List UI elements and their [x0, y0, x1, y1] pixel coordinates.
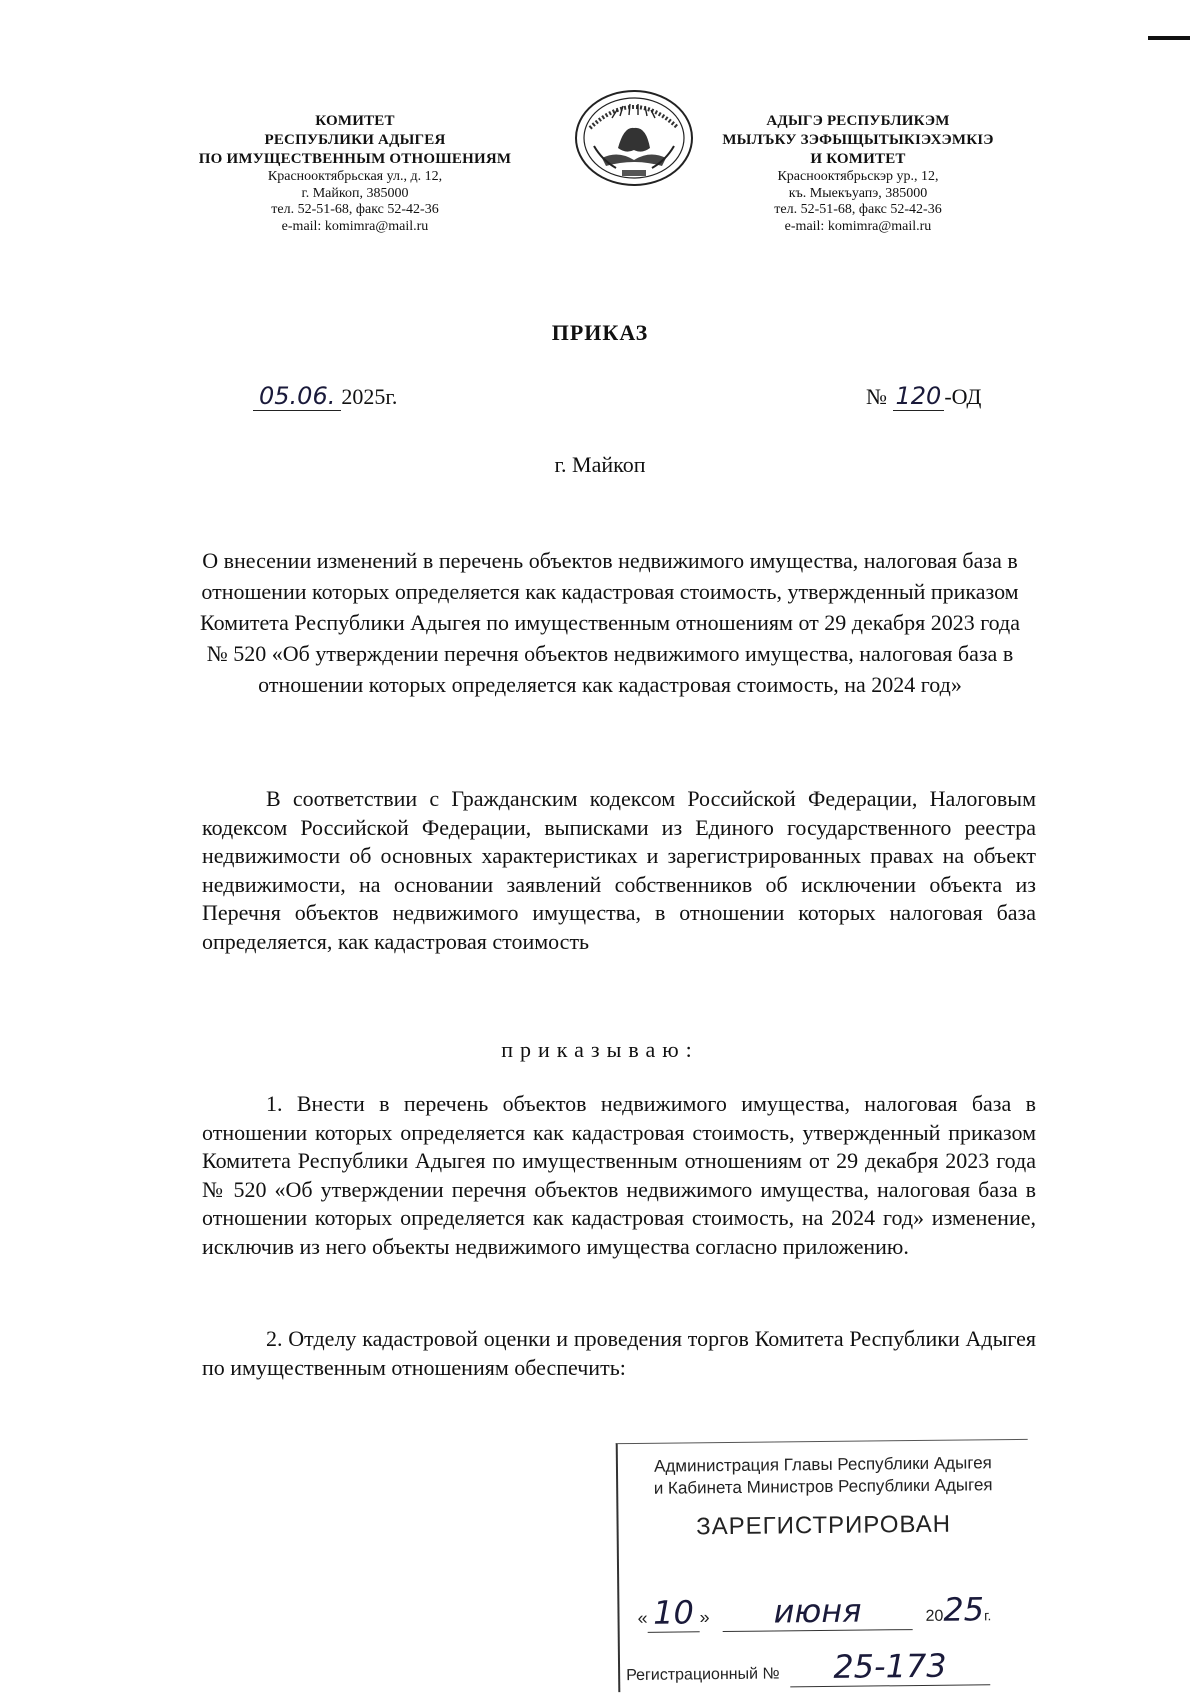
- number-suffix: -ОД: [944, 384, 982, 409]
- order-date: [253, 382, 397, 410]
- date-printed: 2025г.: [341, 384, 398, 409]
- header-left-line2: РЕСПУБЛИКИ АДЫГЕЯ: [264, 132, 446, 148]
- stamp-date: [637, 1590, 1027, 1633]
- date-handwritten: 05.06.: [253, 382, 341, 411]
- header-left-phone: тел. 52-51-68, факс 52-42-36: [271, 202, 439, 217]
- stamp-day: 10: [647, 1593, 699, 1633]
- header-right-line1: АДЫГЭ РЕСПУБЛИКЭМ: [766, 113, 950, 129]
- header-right-phone: тел. 52-51-68, факс 52-42-36: [774, 202, 942, 217]
- header-right-line3: И КОМИТЕТ: [810, 151, 906, 167]
- header-left: [185, 112, 525, 235]
- stamp-year-suffix: 25: [943, 1590, 985, 1629]
- header-left-email: e-mail: komimra@mail.ru: [281, 218, 429, 234]
- stamp-regno-value: 25-173: [790, 1646, 990, 1687]
- order-number: [866, 382, 981, 410]
- header-right: [688, 112, 1028, 235]
- stamp-org-line1: Администрация Главы Республики Адыгея: [653, 1453, 992, 1476]
- item-2-paragraph: 2. Отделу кадастровой оценки и проведения торгов Комитета Республики Адыгея по имущественным отношениям обеспечить:: [202, 1326, 1036, 1380]
- stamp-month: июня: [722, 1591, 912, 1632]
- header-right-address1: Краснооктябрьскэр ур., 12,: [777, 169, 939, 184]
- stamp-open-quote: «: [637, 1607, 648, 1628]
- number-handwritten: 120: [893, 382, 945, 411]
- stamp-org-line2: и Кабинета Министров Республики Адыгея: [653, 1475, 993, 1498]
- stamp-regno-label: Регистрационный №: [626, 1665, 780, 1685]
- stamp-organization: [618, 1452, 1028, 1500]
- order-subject: О внесении изменений в перечень объектов недвижимого имущества, налоговая база в отношении которых определяется как кадастровая стоимость, утвержденный приказом Комитета Республики Адыгея по имущественным отношениям от 29 декабря 2023 года № 520 «Об утверждении перечня объектов недвижимого имущества, налоговая база в отношении которых определяется как кадастровая стоимость, на 2024 год»: [199, 548, 1020, 697]
- header-right-line2: МЫЛЪКУ ЗЭФЫЩЫТЫКIЭХЭМКIЭ: [722, 132, 994, 148]
- header-left-line1: КОМИТЕТ: [315, 113, 395, 129]
- registration-stamp: [616, 1439, 1031, 1692]
- city: г. Майкоп: [554, 452, 646, 477]
- stamp-regno: [626, 1646, 1026, 1689]
- coat-of-arms-icon: [572, 88, 696, 188]
- preamble-paragraph: В соответствии с Гражданским кодексом Российской Федерации, Налоговым кодексом Российской Федерации, выписками из Единого государственного реестра недвижимости об основных характеристиках и зарегистрированных правах на объект недвижимости, на основании заявлений собственников об исключении объекта из Перечня объектов недвижимого имущества, в отношении которых налоговая база определяется, как кадастровая стоимость: [202, 786, 1036, 954]
- item-1-paragraph: 1. Внести в перечень объектов недвижимого имущества, налоговая база в отношении которых определяется как кадастровая стоимость, утвержденный приказом Комитета Республики Адыгея по имущественным отношениям от 29 декабря 2023 года № 520 «Об утверждении перечня объектов недвижимого имущества, налоговая база в отношении которых определяется как кадастровая стоимость, на 2024 год» изменение, исключив из него объекты недвижимого имущества согласно приложению.: [202, 1091, 1036, 1259]
- stamp-status: ЗАРЕГИСТРИРОВАН: [695, 1510, 952, 1541]
- number-prefix: №: [866, 384, 887, 409]
- stamp-close-quote: »: [699, 1607, 710, 1628]
- document-title: ПРИКАЗ: [551, 320, 649, 345]
- order-word: приказываю:: [501, 1037, 699, 1062]
- header-left-address2: г. Майкоп, 385000: [301, 185, 409, 201]
- stamp-year-prefix: 20: [925, 1607, 944, 1625]
- header-left-address1: Краснооктябрьская ул., д. 12,: [267, 169, 443, 184]
- header-left-line3: ПО ИМУЩЕСТВЕННЫМ ОТНОШЕНИЯМ: [198, 151, 512, 167]
- stamp-year-unit: г.: [984, 1607, 992, 1624]
- header-right-email: e-mail: komimra@mail.ru: [784, 218, 932, 234]
- scan-mark: [1148, 36, 1190, 40]
- header-right-address2: къ. Мыекъуапэ, 385000: [788, 185, 928, 201]
